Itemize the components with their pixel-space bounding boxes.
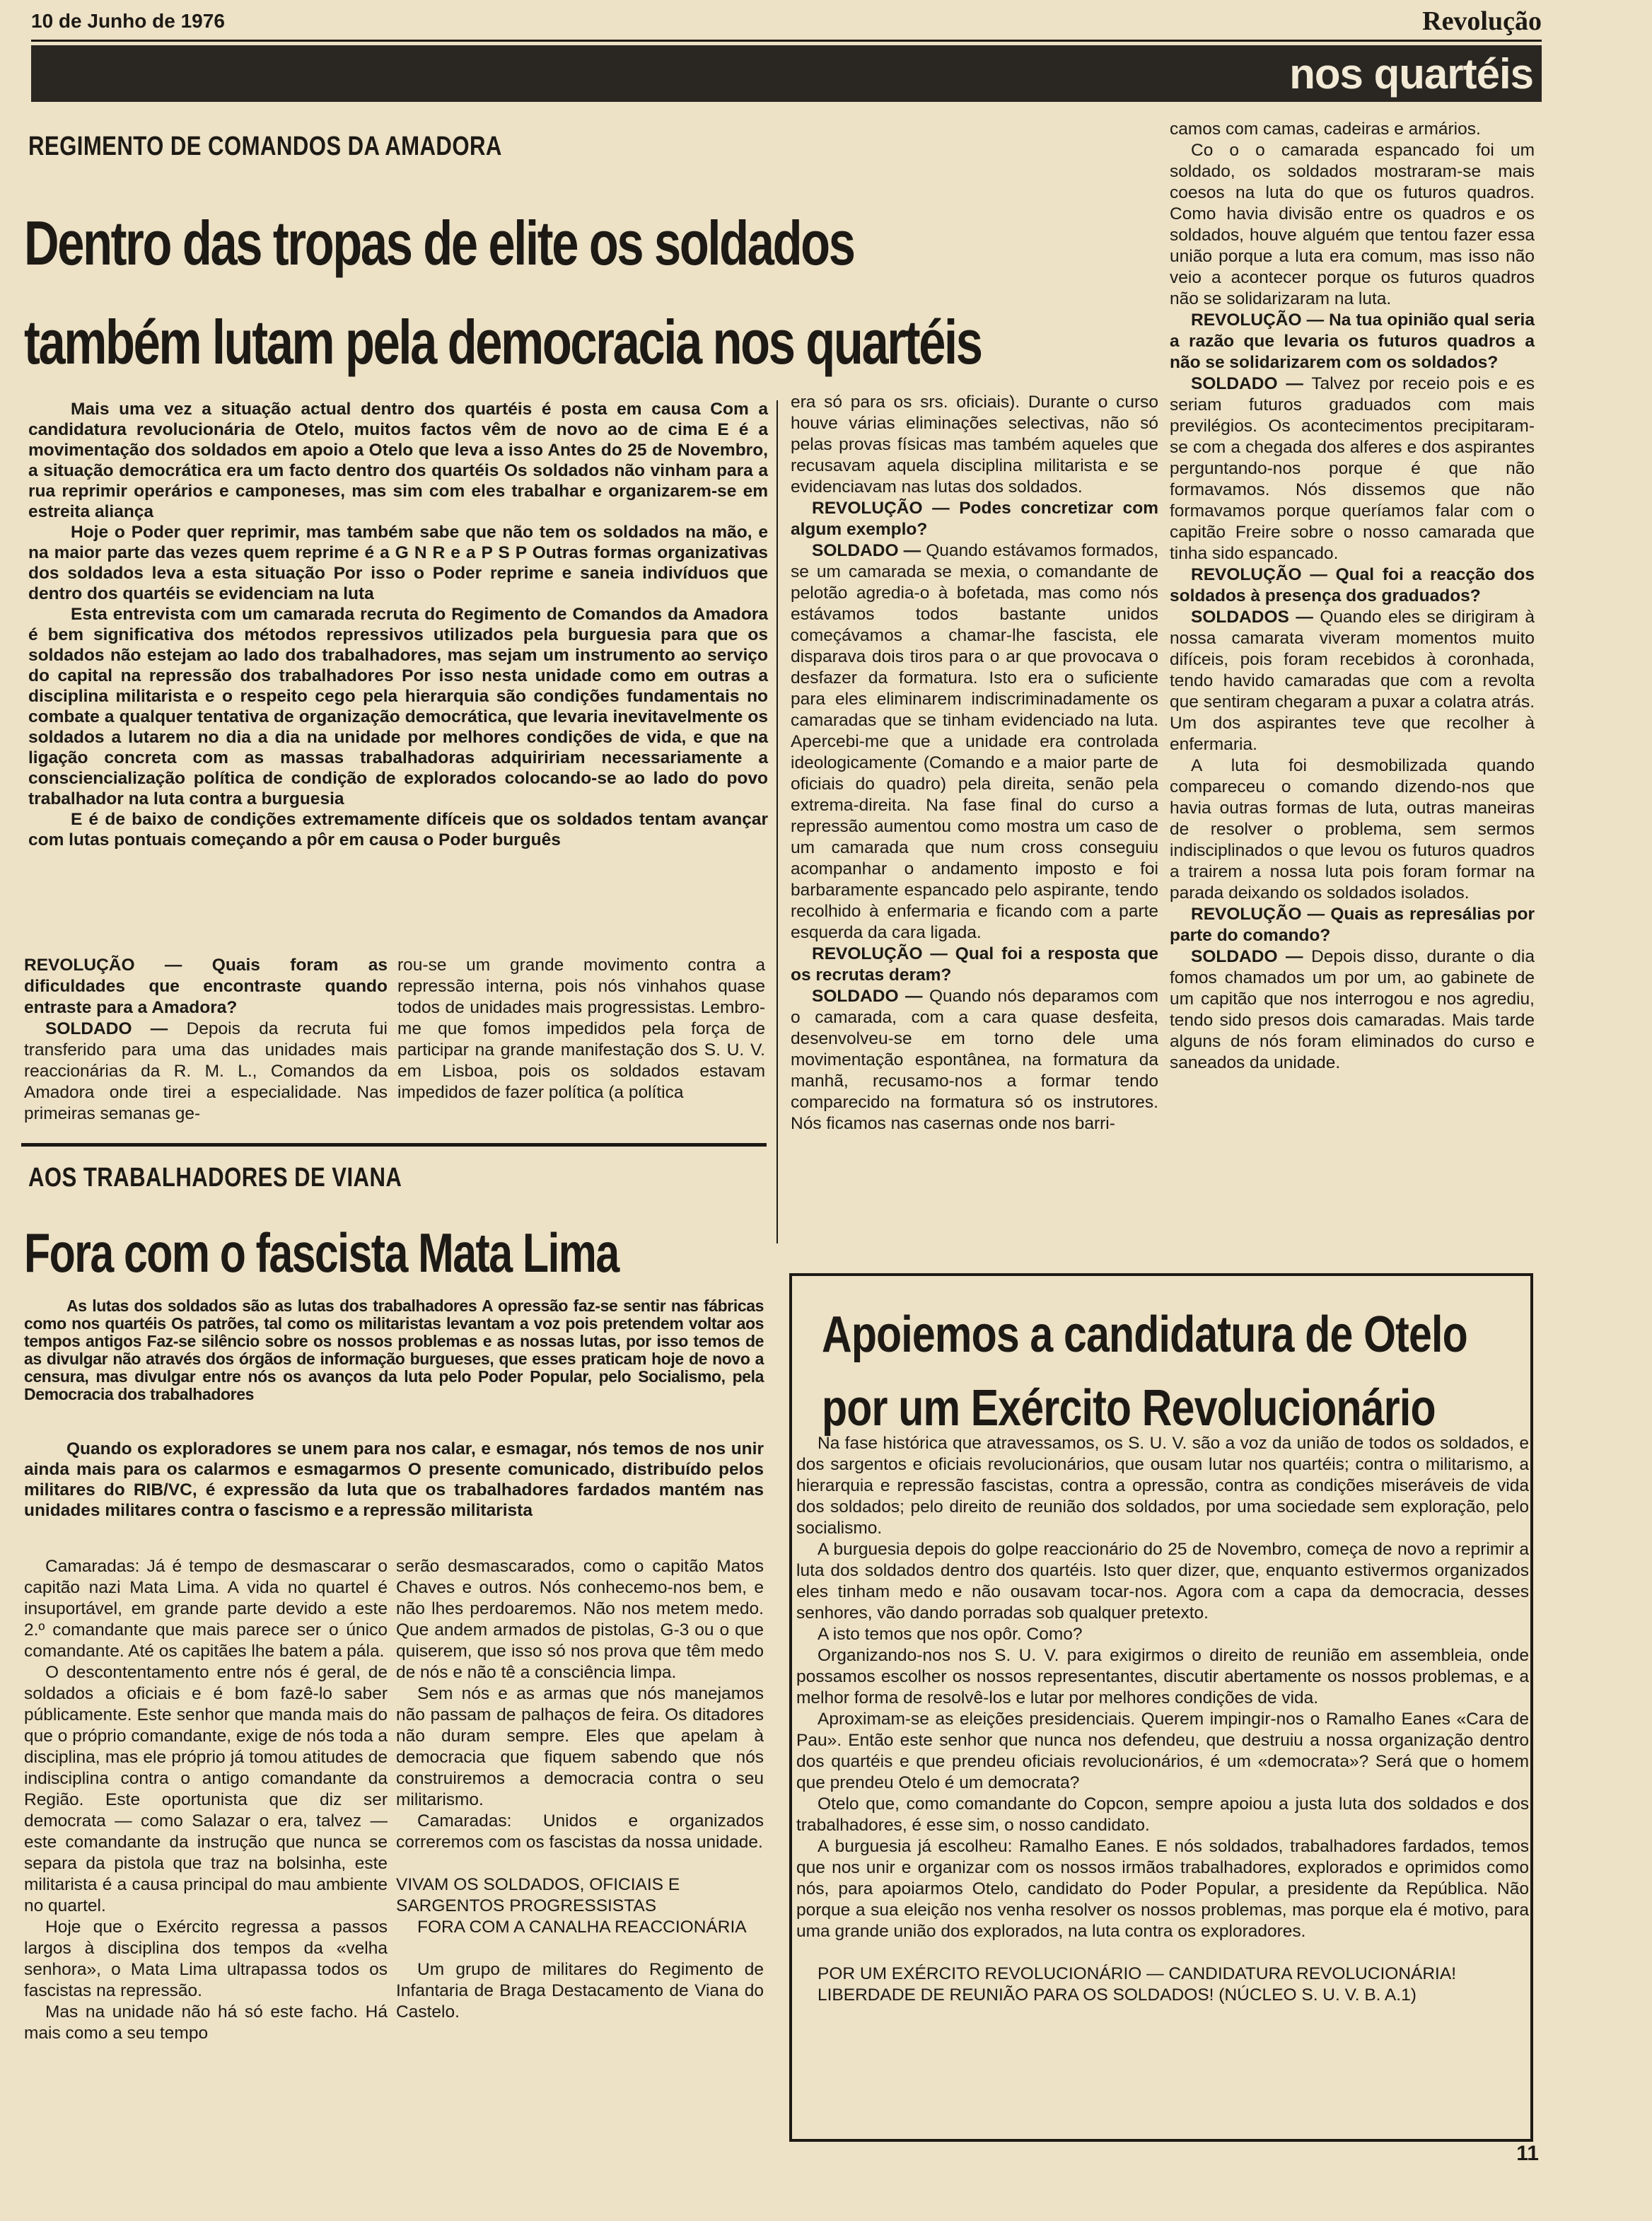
answer-label: SOLDADO —	[1191, 374, 1303, 393]
box-closing-slogan: POR UM EXÉRCITO REVOLUCIONÁRIO — CANDIDATURA REVOLUCIONÁRIA!	[818, 1964, 1457, 1983]
box-body	[796, 1433, 1529, 2006]
article2-paragraph: Sem nós e as armas que nós manejamos não passam de palhaços de feira. Os ditadores não duram sempre. Eles que apelam à democracia que fiquem sabendo que nós construiremos a democracia contra o seu militarismo.	[396, 1684, 764, 1809]
header-rule	[31, 40, 1542, 42]
article1-lead-p1: Mais uma vez a situação actual dentro dos quartéis é posta em causa Com a candidatura revolucionária de Otelo, muitos factos vêm de novo ao de cima E é a movimentação dos soldados em apoio a Otelo que leva a isso Antes do 25 de Novembro, a situação democrática era um facto dentro dos quartéis Os soldados não vinham para a rua reprimir operários e camponeses, mas sim com eles trabalhar e organizarem-se em estreita aliança	[28, 400, 768, 521]
article2-paragraph: serão desmascarados, como o capitão Matos Chaves e outros. Nós conhecemo-nos bem, e não lhes perdoaremos. Não nos metem medo. Que andem armados de pistolas, G-3 ou o que quiserem, que isso só nos prova que têm medo de nós e não tê a consciência limpa.	[396, 1557, 764, 1682]
article2-paragraph: Camaradas: Já é tempo de desmascarar o capitão nazi Mata Lima. A vida no quartel é insuportável, em grande parte devido a este 2.º comandante que mais parece ser o único comandante. Até os capitães lhe batem a pála.	[24, 1557, 388, 1661]
article1-headline-line1: Dentro das tropas de elite os soldados	[24, 208, 854, 278]
issue-date: 10 de Junho de 1976	[31, 10, 225, 32]
slogan: VIVAM OS SOLDADOS, OFICIAIS E SARGENTOS PROGRESSISTAS	[396, 1875, 680, 1915]
article2-signature: Um grupo de militares do Regimento de Infantaria de Braga Destacamento de Viana do Castelo.	[396, 1960, 764, 2022]
article1-column-2	[397, 955, 765, 1103]
box-paragraph: A burguesia depois do golpe reaccionário do 25 de Novembro, começa de novo a reprimir a luta dos soldados dentro dos quartéis. Isto quer dizer, que, enquanto estivermos organizados eles tinham medo e não ousavam tocar-nos. Agora com a capa da democracia, desses senhores, vão dando porradas sob qualquer pretexto.	[796, 1540, 1529, 1623]
article2-kicker: AOS TRABALHADORES DE VIANA	[28, 1163, 402, 1193]
article1-lead-p2: Hoje o Poder quer reprimir, mas também sabe que não tem os soldados na mão, e na maior parte das vezes quem reprime é a G N R e a P S P Outras formas organizativas dos soldados leva a esta situação Por isso o Poder reprime e saneia indivíduos que dentro dos quartéis se evidenciam na luta	[28, 523, 768, 603]
interview-question: REVOLUÇÃO — Qual foi a resposta que os recrutas deram?	[791, 944, 1158, 985]
box-title-line2: por um Exército Revolucionário	[822, 1380, 1436, 1437]
article1-column-1	[24, 955, 388, 1125]
article1-lead	[28, 399, 768, 850]
interview-answer: Quando eles se dirigiram à nossa camarata viveram momentos muito difíceis, pois foram recebidos à coronhada, tendo havido camaradas que com a revolta que sentiram chegaram a puxar a colatra atrás. Um dos aspirantes teve que recolher à enfermaria.	[1170, 608, 1535, 754]
interview-answer: Quando estávamos formados, se um camarada se mexia, o comandante de pelotão agredia-o à bofetada, mas como nós estávamos todos bastante unidos começávamos a chamar-lhe fascista, ele disparava dois tiros para o ar que provocava o desfazer da formatura. Isto era o suficiente para eles eliminarem indiscriminadamente os camaradas que se tinham evidenciado na luta. Apercebi-me que a unidade era controlada ideologicamente (Comando e a maior parte de oficiais do quadro) pela direita, senão pela extrema-direita. Na fase final do curso a repressão aumentou como mostra um caso de um camarada que num cross conseguiu acompanhar o andamento imposto e foi barbaramente espancado pelo aspirante, tendo recolhido à enfermaria e ficando com a parte esquerda da cara ligada.	[791, 541, 1159, 942]
interview-text: rou-se um grande movimento contra a repressão interna, pois nós vinhahos quase todos de unidades mais progressistas. Lembro-me que fomos impedidos pela força de participar na grande manifestação dos S. U. V. em Lisboa, pois os soldados estavam impedidos de fazer política (a política	[397, 956, 765, 1102]
interview-answer: Depois da recruta fui transferido para uma das unidades mais reaccionárias da R. M. L., Comandos da Amadora onde tirei a especialidade. Nas primeiras semanas ge-	[24, 1019, 388, 1123]
article-separator	[21, 1143, 767, 1147]
interview-answer: Talvez por receio pois e es seriam futuros graduados com mais previlégios. Os acontecimentos precipitaram-se com a chegada dos alferes e dos aspirantes perguntando-nos porque é que não formavamos. Nós dissemos que não formavamos porque queríamos falar com o capitão Freire sobre o nosso camarada que tinha sido espancado.	[1170, 374, 1535, 563]
article2-paragraph: Camaradas: Unidos e organizados correremos com os fascistas da nossa unidade.	[396, 1811, 764, 1852]
interview-text: era só para os srs. oficiais). Durante o curso houve várias eliminações selectivas, não só pelas provas físicas mas também aqueles que recusavam aquela disciplina militarista e se evidenciavam nas lutas dos soldados.	[791, 393, 1158, 497]
section-label: nos quartéis	[1289, 50, 1533, 98]
article2-intro	[24, 1297, 764, 1403]
article1-kicker: REGIMENTO DE COMANDOS DA AMADORA	[28, 132, 502, 161]
interview-answer: Depois disso, durante o dia fomos chamados um por um, ao gabinete de um capitão que nos interrogou e nos agrediu, tendo sido presos dois camaradas. Mais tarde alguns de nós foram eliminados do curso e saneados da unidade.	[1170, 947, 1535, 1072]
article1-lead-p4: E é de baixo de condições extremamente difíceis que os soldados tentam avançar com lutas pontuais começando a pôr em causa o Poder burguês	[28, 810, 768, 849]
article2-lead	[24, 1439, 764, 1521]
article2-column-2	[396, 1556, 764, 2023]
otelo-campaign-box	[789, 1273, 1533, 2142]
article2-paragraph: Hoje que o Exército regressa a passos largos à disciplina dos tempos da «velha senhora», o Mata Lima ultrapassa todos os fascistas na repressão.	[24, 1918, 388, 2000]
box-title-line1: Apoiemos a candidatura de Otelo	[822, 1306, 1467, 1363]
box-closing-slogan: LIBERDADE DE REUNIÃO PARA OS SOLDADOS! (NÚCLEO S. U. V. B. A.1)	[818, 1985, 1417, 2005]
article1-column-4	[1170, 119, 1535, 1074]
answer-label: SOLDADO —	[812, 987, 923, 1006]
box-paragraph: Aproximam-se as eleições presidenciais. Querem impingir-nos o Ramalho Eanes «Cara de Pau». Então este senhor que nunca nos defendeu, que destruiu a nossa organização dentro dos quartéis e que prendeu oficiais revolucionários, é um «democrata»? Será que o homem que prendeu Otelo é um democrata?	[796, 1710, 1529, 1792]
article2-intro-text: As lutas dos soldados são as lutas dos trabalhadores A opressão faz-se sentir nas fábricas como nos quartéis Os patrões, tal como os militaristas levantam a voz pois pretendem voltar aos tempos antigos Faz-se silêncio sobre os nossos problemas e as nossas lutas, por isso temos de as divulgar não através dos órgãos de informação burgueses, que esses praticam hoje de novo a censura, mas divulgar entre nós os avanços da luta pelo Poder Popular, pelo Socialismo, pela Democracia dos trabalhadores	[24, 1297, 764, 1403]
column-divider	[776, 400, 778, 1243]
box-paragraph: A isto temos que nos opôr. Como?	[818, 1625, 1083, 1644]
interview-question: REVOLUÇÃO — Quais as represálias por parte do comando?	[1170, 905, 1535, 945]
answer-label: SOLDADO —	[812, 541, 921, 560]
interview-question: REVOLUÇÃO — Podes concretizar com algum exemplo?	[791, 499, 1158, 539]
page-number: 11	[1516, 2142, 1539, 2165]
article2-column-1	[24, 1556, 388, 2044]
answer-label: SOLDADO —	[1191, 947, 1303, 966]
answer-label: SOLDADO —	[45, 1019, 168, 1038]
article2-paragraph: Mas na unidade não há só este facho. Há mais como a seu tempo	[24, 2002, 388, 2043]
interview-question: REVOLUÇÃO — Qual foi a reacção dos soldados à presença dos graduados?	[1170, 565, 1535, 605]
article2-headline: Fora com o fascista Mata Lima	[24, 1222, 619, 1284]
publication-name: Revolução	[1422, 6, 1542, 36]
slogan: FORA COM A CANALHA REACCIONÁRIA	[417, 1918, 747, 1937]
article1-column-3	[791, 392, 1158, 1135]
article2-paragraph: O descontentamento entre nós é geral, de soldados a oficiais e é bom fazê-lo saber públicamente. Este senhor que manda mais do que o próprio comandante, exige de nós toda a disciplina, mas ele próprio já tomou atitudes de indisciplina contra o antigo comandante da Região. Este oportunista que diz ser democrata — como Salazar o era, talvez — este comandante da instrução que nunca se separa da pistola que traz na bolsinha, este militarista é a causa principal do mau ambiente no quartel.	[24, 1663, 388, 1915]
box-paragraph: Otelo que, como comandante do Copcon, sempre apoiou a justa luta dos soldados e dos trabalhadores, é esse sim, o nosso candidato.	[796, 1794, 1529, 1835]
article2-lead-text: Quando os exploradores se unem para nos calar, e esmagar, nós temos de nos unir ainda mais para os calarmos e esmagarmos O presente comunicado, distribuído pelos militares do RIB/VC, é expressão da luta que os trabalhadores fardados mantém nas unidades militares contra o fascismo e a repressão militarista	[24, 1439, 764, 1520]
answer-label: SOLDADOS —	[1191, 608, 1313, 627]
interview-question: REVOLUÇÃO — Quais foram as dificuldades que encontraste quando entraste para a Amadora?	[24, 956, 388, 1017]
box-paragraph: Na fase histórica que atravessamos, os S. U. V. são a voz da união de todos os soldados, e dos sargentos e oficiais revolucionários, que ousam lutar nos quartéis; contra o militarismo, a hierarquia e repressão fascistas, contra a opressão, contra as condições miseráveis de vida dos soldados; pelo direito de reunião dos soldados, por uma sociedade sem exploração, pelo socialismo.	[796, 1434, 1529, 1538]
interview-question: REVOLUÇÃO — Na tua opinião qual seria a razão que levaria os futuros quadros a não se solidarizarem com os soldados?	[1170, 311, 1535, 372]
interview-text: A luta foi desmobilizada quando compareceu o comando dizendo-nos que havia outras formas de luta, outras maneiras de resolver o problema, sem sermos indisciplinados o que levou os futuros quadros a trairem a nossa luta pois foram formar na parada deixando os soldados isolados.	[1170, 756, 1535, 903]
interview-text: camos com camas, cadeiras e armários.	[1170, 120, 1481, 139]
article1-lead-p3: Esta entrevista com um camarada recruta do Regimento de Comandos da Amadora é bem significativa dos métodos repressivos utilizados pela burguesia para que os soldados não estejam ao lado dos trabalhadores, mas sejam um instrumento ao serviço do capital na repressão dos trabalhadores Por isso nesta unidade como em outras a disciplina militarista e o respeito cego pela hierarquia são condições fundamentais no combate a qualquer tentativa de organização democrática, que levaria inevitavelmente os soldados a lutarem no dia a dia na unidade por melhores condições de vida, e que na ligação concreta com as massas trabalhadoras adquiririam necessariamente a consciencialização política de condição de explorados colocando-se ao lado do povo trabalhador na luta contra a burguesia	[28, 605, 768, 808]
box-paragraph: Organizando-nos nos S. U. V. para exigirmos o direito de reunião em assembleia, onde possamos escolher os nossos representantes, discutir abertamente os nossos problemas, e a melhor forma de resolvê-los e lutar por melhores condições de vida.	[796, 1646, 1529, 1707]
box-paragraph: A burguesia já escolheu: Ramalho Eanes. E nós soldados, trabalhadores fardados, temos que nos unir e organizar com os nossos irmãos trabalhadores, explorados e oprimidos como nós, para apoiarmos Otelo, candidato do Poder Popular, a presidente da República. Não porque a sua eleição nos venha resolver os nossos problemas, mas porque ela é motivo, para uma grande união dos explorados, na luta contra os exploradores.	[796, 1837, 1529, 1941]
section-banner	[31, 45, 1542, 102]
interview-text: Co o o camarada espancado foi um soldado, os soldados mostraram-se mais coesos na luta do que os futuros quadros. Como havia divisão entre os quadros e os soldados, houve alguém que tentou fazer essa união porque a luta era comum, mas isso não veio a acontecer porque os futuros quadros não se solidarizaram na luta.	[1170, 141, 1535, 308]
interview-answer: Quando nós deparamos com o camarada, com a cara quase desfeita, desenvolveu-se em torno dele uma movimentação espontânea, na formatura da manhã, recusamo-nos a formar tendo comparecido na formatura só os instrutores. Nós ficamos nas casernas onde nos barri-	[791, 987, 1159, 1133]
article1-headline-line2: também lutam pela democracia nos quartéis	[24, 307, 982, 377]
